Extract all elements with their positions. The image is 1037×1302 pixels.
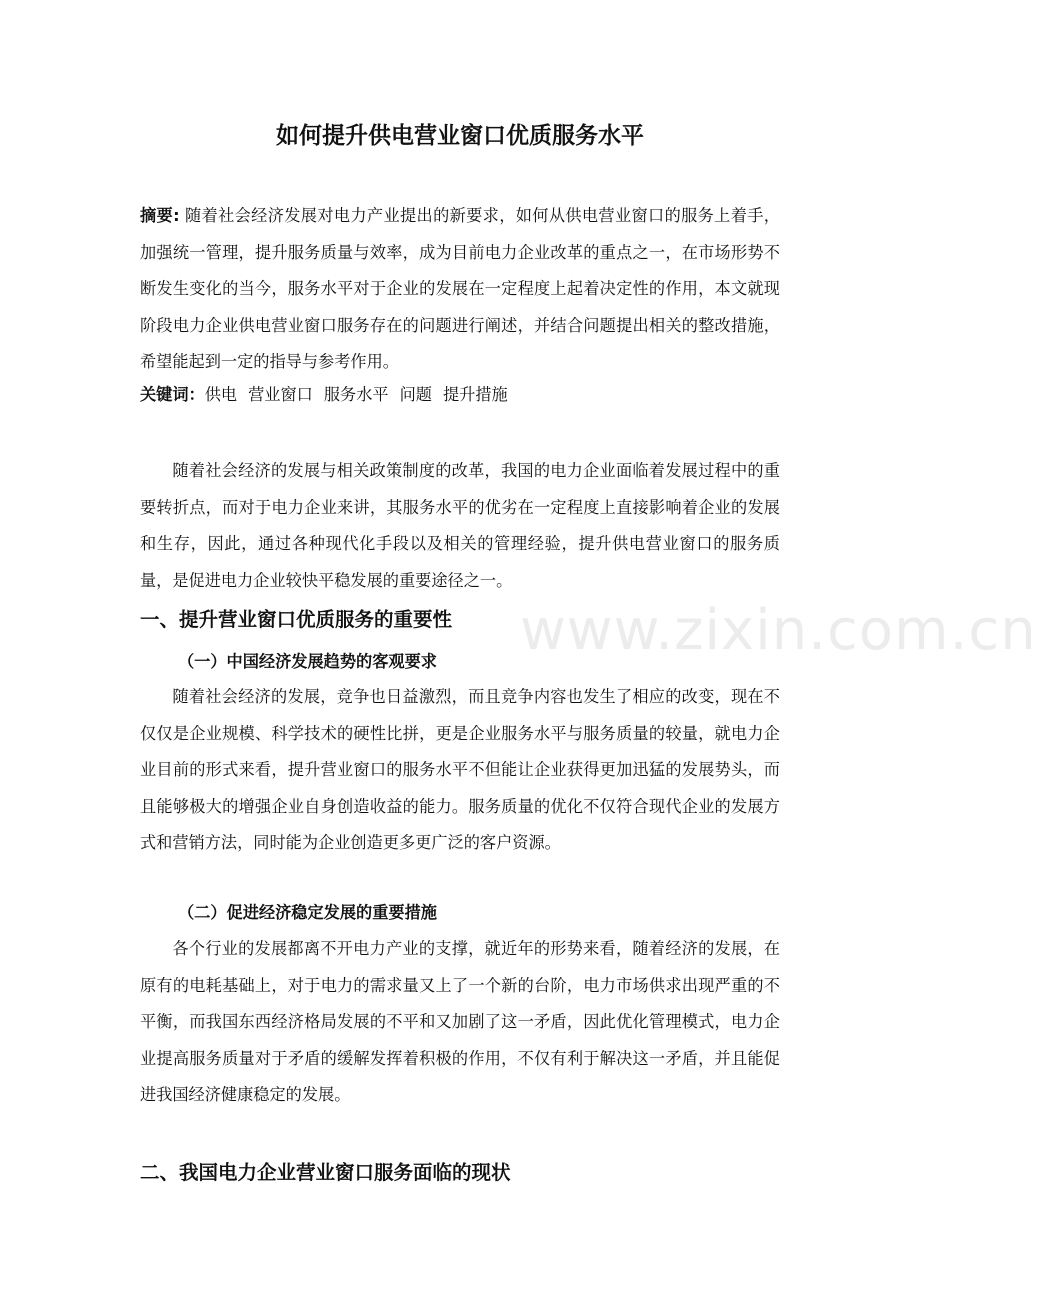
subsection-heading-2: （二）促进经济稳定发展的重要措施 bbox=[178, 903, 437, 922]
keyword: 提升措施 bbox=[443, 385, 508, 404]
document-title: 如何提升供电营业窗口优质服务水平 bbox=[276, 123, 644, 149]
keyword: 营业窗口 bbox=[248, 385, 313, 404]
keyword: 供电 bbox=[204, 385, 238, 404]
keywords bbox=[140, 377, 780, 413]
section-heading-1: 一、提升营业窗口优质服务的重要性 bbox=[140, 608, 453, 631]
abstract-label: 摘要: bbox=[140, 206, 180, 225]
keyword: 问题 bbox=[399, 385, 432, 404]
abstract-text: 随着社会经济发展对电力产业提出的新要求，如何从供电营业窗口的服务上着手，加强统一管理，提升服务质量与效率，成为目前电力企业改革的重点之一，在市场形势不断发生变化的当今，服务水平对于企业的发展在一定程度上起着决定性的作用，本文就现阶段电力企业供电营业窗口服务存在的问题进行阐述，并结合问题提出相关的整改措施，希望能起到一定的指导与参考作用。 bbox=[140, 206, 780, 372]
keyword: 服务水平 bbox=[323, 385, 389, 404]
subsection-heading-1: （一）中国经济发展趋势的客观要求 bbox=[178, 652, 437, 671]
intro-paragraph: 随着社会经济的发展与相关政策制度的改革，我国的电力企业面临着发展过程中的重要转折点，而对于电力企业来讲，其服务水平的优劣在一定程度上直接影响着企业的发展和生存，因此，通过各种现代化手段以及相关的管理经验，提升供电营业窗口的服务质量，是促进电力企业较快平稳发展的重要途径之一。 bbox=[140, 461, 780, 590]
keywords-label: 关键词： bbox=[140, 385, 205, 404]
watermark: www.zixin.com.cn bbox=[520, 598, 1037, 663]
abstract bbox=[140, 198, 780, 381]
subsection-paragraph-2: 各个行业的发展都离不开电力产业的支撑，就近年的形势来看，随着经济的发展，在原有的电耗基础上，对于电力的需求量又上了一个新的台阶，电力市场供求出现严重的不平衡，而我国东西经济格局发展的不平和又加剧了这一矛盾，因此优化管理模式，电力企业提高服务质量对于矛盾的缓解发挥着积极的作用，不仅有利于解决这一矛盾，并且能促进我国经济健康稳定的发展。 bbox=[140, 939, 780, 1105]
section-heading-2: 二、我国电力企业营业窗口服务面临的现状 bbox=[140, 1161, 511, 1184]
subsection-paragraph-1: 随着社会经济的发展，竞争也日益激烈，而且竞争内容也发生了相应的改变，现在不仅仅是企业规模、科学技术的硬性比拼，更是企业服务水平与服务质量的较量，就电力企业目前的形式来看，提升营业窗口的服务水平不但能让企业获得更加迅猛的发展势头，而且能够极大的增强企业自身创造收益的能力。服务质量的优化不仅符合现代企业的发展方式和营销方法，同时能为企业创造更多更广泛的客户资源。 bbox=[140, 687, 780, 853]
